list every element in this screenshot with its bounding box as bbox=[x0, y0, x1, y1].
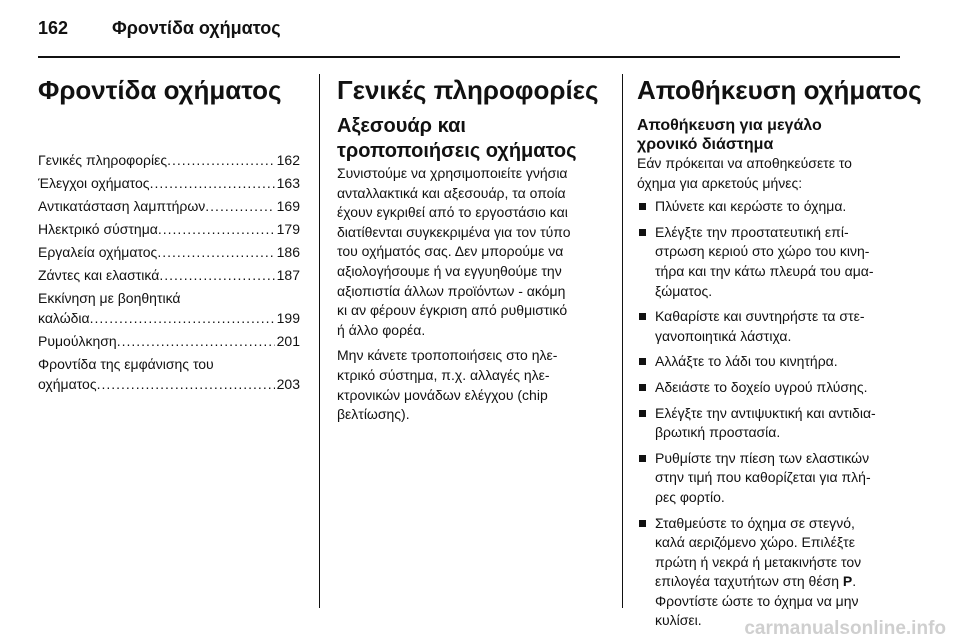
bullet-square-icon bbox=[639, 229, 646, 236]
list-item bbox=[637, 449, 900, 508]
toc-page-number: 201 bbox=[276, 333, 300, 349]
toc-row bbox=[38, 374, 300, 394]
column-divider-right bbox=[622, 74, 623, 608]
text-line: Αδειάστε το δοχείο υγρού πλύσης. bbox=[655, 378, 868, 395]
text-line: Εάν πρόκειται να αποθηκεύσετε το bbox=[637, 155, 852, 171]
toc-entry-label: Ρυμούλκηση bbox=[38, 333, 117, 349]
toc-page-number: 199 bbox=[276, 310, 300, 326]
subsection-title-accessories: Αξεσουάρ και τροποποιήσεις οχήματος bbox=[337, 115, 577, 162]
toc-leader-dots bbox=[158, 219, 275, 239]
toc-entry-label: καλώδια bbox=[38, 310, 90, 326]
text-line: ανταλλακτικά και αξεσουάρ, τα οποία bbox=[337, 184, 566, 201]
toc-entry[interactable] bbox=[38, 331, 300, 351]
toc-page-number: 169 bbox=[276, 198, 300, 214]
toc-page-number: 186 bbox=[276, 244, 300, 260]
toc-entry-line: Φροντίδα της εμφάνισης του bbox=[38, 356, 214, 372]
toc-page-number: 162 bbox=[276, 152, 300, 168]
middle-column bbox=[337, 70, 605, 431]
text-line: αξιοπιστία άλλων προϊόντων - ακόμη bbox=[337, 282, 566, 299]
toc-entry-label: Γενικές πληροφορίες bbox=[38, 152, 168, 168]
paragraph-modifications bbox=[337, 346, 605, 424]
text-line: ή άλλο φορέα. bbox=[337, 321, 426, 338]
toc-row bbox=[38, 242, 300, 262]
left-column bbox=[38, 70, 300, 397]
list-item bbox=[637, 223, 900, 301]
toc-leader-dots bbox=[117, 331, 275, 351]
text-line: Ελέγξτε την προστατευτική επί- bbox=[655, 223, 849, 240]
storage-checklist-last bbox=[637, 514, 900, 632]
text-line: βελτίωσης). bbox=[337, 406, 410, 423]
toc-row bbox=[38, 150, 300, 170]
toc-page-number: 179 bbox=[276, 221, 300, 237]
toc-entry[interactable] bbox=[38, 150, 300, 170]
text-line: Ρυθμίστε την πίεση των ελαστικών bbox=[655, 449, 870, 466]
list-item bbox=[637, 197, 900, 217]
toc-entry-label: Εργαλεία οχήματος bbox=[38, 244, 158, 260]
toc-leader-dots bbox=[97, 374, 275, 394]
toc-leader-dots bbox=[90, 308, 275, 328]
text-line: κι αν φέρουν έγκριση από ρυθμιστικό bbox=[337, 302, 568, 319]
text-line: Μην κάνετε τροποποιήσεις στο ηλε- bbox=[337, 347, 558, 364]
text-line: διατίθενται συγκεκριμένα για τον τύπο bbox=[337, 223, 571, 240]
text-line: αξιολογήσουμε ή να εγγυηθούμε την bbox=[337, 262, 562, 279]
subsection-title-long-storage: Αποθήκευση για μεγάλο χρονικό διάστημα bbox=[637, 117, 822, 153]
bullet-square-icon bbox=[639, 203, 646, 210]
toc-entry-line: Εκκίνηση με βοηθητικά bbox=[38, 290, 181, 306]
toc-row bbox=[38, 196, 300, 216]
toc-row bbox=[38, 265, 300, 285]
toc-row bbox=[38, 331, 300, 351]
toc-entry-label: οχήματος bbox=[38, 376, 97, 392]
list-item bbox=[637, 352, 900, 372]
toc-entry[interactable] bbox=[38, 196, 300, 216]
toc-page-number: 187 bbox=[276, 267, 300, 283]
bullet-square-icon bbox=[639, 313, 646, 320]
storage-checklist bbox=[637, 197, 900, 507]
paragraph-accessories bbox=[337, 164, 605, 340]
text-line: Ελέγξτε την αντιψυκτική και αντιδια- bbox=[655, 404, 876, 421]
toc-row bbox=[38, 173, 300, 193]
text-line: κτρικό σύστημα, π.χ. αλλαγές ηλε- bbox=[337, 366, 550, 383]
text-line: κτρονικών μονάδων ελέγχου (chip bbox=[337, 386, 548, 403]
column-divider-left bbox=[319, 74, 320, 608]
text-line: όχημα για αρκετούς μήνες: bbox=[637, 174, 803, 191]
text-line: Καθαρίστε και συντηρήστε τα στε- bbox=[655, 308, 865, 325]
text-line: ξώματος. bbox=[655, 282, 713, 299]
toc-page-number: 163 bbox=[276, 175, 300, 191]
list-item bbox=[637, 307, 900, 346]
text-line: ρες φορτίο. bbox=[655, 488, 725, 505]
text-line: του οχήματός σας. Δεν μπορούμε να bbox=[337, 243, 564, 260]
running-title: Φροντίδα οχήματος bbox=[112, 18, 281, 38]
bullet-square-icon bbox=[639, 384, 646, 391]
text-line: έχουν εγκριθεί από το εργοστάσιο και bbox=[337, 204, 568, 221]
text-line: τήρα και την κάτω πλευρά του αμα- bbox=[655, 262, 874, 279]
page-number: 162 bbox=[38, 18, 69, 38]
section-title-storage: Αποθήκευση οχήματος bbox=[637, 75, 922, 105]
text-line: Συνιστούμε να χρησιμοποιείτε γνήσια bbox=[337, 165, 568, 181]
toc-page-number: 203 bbox=[276, 376, 300, 392]
toc-entry[interactable] bbox=[38, 354, 300, 394]
text-line: βρωτική προστασία. bbox=[655, 424, 781, 441]
toc-row bbox=[38, 308, 300, 328]
toc-entry-label: Ηλεκτρικό σύστημα bbox=[38, 221, 158, 237]
watermark: carmanualsonline.info bbox=[744, 618, 946, 639]
toc-leader-dots bbox=[159, 265, 274, 285]
toc-leader-dots bbox=[205, 196, 274, 216]
storage-intro bbox=[637, 154, 900, 193]
text-line: γανοποιητικά λάστιχα. bbox=[655, 327, 792, 344]
table-of-contents bbox=[38, 150, 300, 394]
bullet-square-icon bbox=[639, 410, 646, 417]
toc-leader-dots bbox=[167, 150, 275, 170]
toc-entry[interactable] bbox=[38, 288, 300, 328]
bullet-square-icon bbox=[639, 520, 646, 527]
list-item: Σταθμεύστε το όχημα σε στεγνό, καλά αεριζόμενο χώρο. Επιλέξτε πρώτη ή νεκρά ή μετακινήστε τον επιλογέα ταχυτήτων στη θέση P. Φροντίστε ώστε το όχημα να μην κυλίσει. bbox=[637, 514, 900, 632]
right-column bbox=[637, 70, 922, 637]
list-item bbox=[637, 378, 900, 398]
toc-entry[interactable] bbox=[38, 173, 300, 193]
chapter-title: Φροντίδα οχήματος bbox=[38, 75, 282, 105]
text-line: στην τιμή που καθορίζεται για πλή- bbox=[655, 469, 871, 486]
text-line: Αλλάξτε το λάδι του κινητήρα. bbox=[655, 353, 838, 370]
toc-entry-label: Έλεγχοι οχήματος bbox=[38, 175, 150, 191]
toc-entry[interactable] bbox=[38, 219, 300, 239]
toc-entry[interactable] bbox=[38, 265, 300, 285]
bullet-square-icon bbox=[639, 455, 646, 462]
toc-leader-dots bbox=[150, 173, 275, 193]
toc-entry-label: Ζάντες και ελαστικά bbox=[38, 267, 160, 283]
section-title-general: Γενικές πληροφορίες bbox=[337, 75, 599, 105]
list-item bbox=[637, 404, 900, 443]
toc-row bbox=[38, 219, 300, 239]
toc-entry[interactable] bbox=[38, 242, 300, 262]
text-line: Πλύνετε και κερώστε το όχημα. bbox=[655, 198, 847, 215]
text-line: στρωση κεριού στο χώρο του κινη- bbox=[655, 243, 870, 260]
bullet-square-icon bbox=[639, 358, 646, 365]
header-rule bbox=[38, 56, 900, 58]
toc-entry-label: Αντικατάσταση λαμπτήρων bbox=[38, 198, 206, 214]
toc-leader-dots bbox=[157, 242, 274, 262]
